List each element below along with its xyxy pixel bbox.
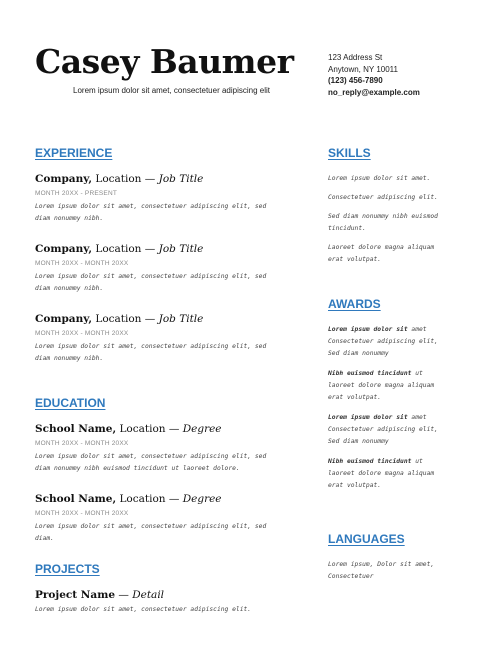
entry-date: MONTH 20XX - MONTH 20XX — [35, 330, 129, 337]
entry-date: MONTH 20XX - MONTH 20XX — [35, 440, 129, 447]
entry-title — [35, 588, 285, 602]
award-text: ut laoreet dolore magna aliquam erat volutpat. — [328, 458, 435, 489]
entry-company: Company, — [35, 313, 93, 325]
entry-description: Lorem ipsum dolor sit amet, consectetuer adipiscing elit, sed diam nonummy nibh euismod tincidunt ut laoreet dolore. — [35, 453, 267, 472]
education-heading: EDUCATION — [35, 396, 106, 410]
contact-address: 123 Address St — [328, 53, 383, 62]
project-entry — [35, 588, 285, 616]
award-title: Lorem ipsum dolor sit — [328, 326, 408, 333]
education-entry — [35, 492, 285, 544]
entry-location: Location — — [92, 313, 159, 325]
tagline: Lorem ipsum dolor sit amet, consectetuer adipiscing elit — [73, 86, 270, 95]
entry-school: School Name, — [35, 423, 117, 435]
experience-heading: EXPERIENCE — [35, 146, 113, 160]
award-item — [328, 324, 448, 360]
entry-job-title: Job Title — [158, 313, 204, 325]
entry-title — [35, 312, 285, 326]
contact-phone: (123) 456-7890 — [328, 76, 383, 85]
entry-degree: Degree — [182, 423, 222, 435]
entry-description: Lorem ipsum dolor sit amet, consectetuer adipiscing elit, sed diam nonummy nibh. — [35, 203, 267, 222]
award-text: amet Consectetuer adipiscing elit, Sed diam nonummy — [328, 414, 438, 445]
project-separator: — — [115, 589, 133, 601]
experience-entry — [35, 172, 285, 224]
entry-date: MONTH 20XX - MONTH 20XX — [35, 260, 129, 267]
award-title: Lorem ipsum dolor sit — [328, 414, 408, 421]
entry-title — [35, 492, 285, 506]
education-entry — [35, 422, 285, 474]
contact-email[interactable]: no_reply@example.com — [328, 87, 420, 97]
awards-heading: AWARDS — [328, 297, 381, 311]
projects-heading: PROJECTS — [35, 562, 100, 576]
award-text: ut laoreet dolore magna aliquam erat volutpat. — [328, 370, 435, 401]
languages-list — [328, 559, 448, 583]
contact-city: Anytown, NY 10011 — [328, 64, 398, 74]
entry-date: MONTH 20XX - MONTH 20XX — [35, 510, 129, 517]
entry-date: MONTH 20XX - PRESENT — [35, 190, 118, 197]
entry-job-title: Job Title — [158, 173, 204, 185]
awards-list — [328, 324, 448, 492]
entry-title — [35, 242, 285, 256]
skills-heading: SKILLS — [328, 146, 371, 160]
award-title: Nibh euismod tincidunt — [328, 370, 412, 377]
award-item — [328, 456, 448, 492]
award-item — [328, 412, 448, 448]
entry-location: Location — — [92, 173, 159, 185]
entry-description: Lorem ipsum dolor sit amet, consectetuer adipiscing elit, sed diam nonummy nibh. — [35, 343, 267, 362]
entry-job-title: Job Title — [158, 243, 204, 255]
award-text: amet Consectetuer adipiscing elit, Sed diam nonummy — [328, 326, 438, 357]
entry-school: School Name, — [35, 493, 117, 505]
contact-block — [328, 52, 420, 98]
languages-text: Lorem ipsum, Dolor sit amet, Consectetuer — [328, 561, 435, 580]
entry-description: Lorem ipsum dolor sit amet, consectetuer adipiscing elit, sed diam nonummy nibh. — [35, 273, 267, 292]
project-detail: Detail — [132, 589, 165, 601]
entry-location: Location — — [92, 243, 159, 255]
skill-item: Lorem ipsum dolor sit amet. — [328, 175, 431, 182]
entry-company: Company, — [35, 173, 93, 185]
entry-title — [35, 172, 285, 186]
skills-list — [328, 173, 448, 266]
entry-degree: Degree — [182, 493, 222, 505]
award-item — [328, 368, 448, 404]
experience-entry — [35, 312, 285, 364]
entry-description: Lorem ipsum dolor sit amet, consectetuer adipiscing elit, sed diam. — [35, 523, 267, 542]
entry-location: Location — — [116, 423, 183, 435]
skill-item: Sed diam nonummy nibh euismod tincidunt. — [328, 213, 438, 232]
entry-company: Company, — [35, 243, 93, 255]
skill-item: Consectetuer adipiscing elit. — [328, 194, 438, 201]
project-description: Lorem ipsum dolor sit amet, consectetuer adipiscing elit. — [35, 606, 252, 613]
languages-heading: LANGUAGES — [328, 532, 405, 546]
project-name: Project Name — [35, 589, 116, 601]
resume-name: Casey Baumer — [35, 42, 294, 81]
entry-title — [35, 422, 285, 436]
entry-location: Location — — [116, 493, 183, 505]
experience-entry — [35, 242, 285, 294]
award-title: Nibh euismod tincidunt — [328, 458, 412, 465]
skill-item: Laoreet dolore magna aliquam erat volutpat. — [328, 244, 435, 263]
